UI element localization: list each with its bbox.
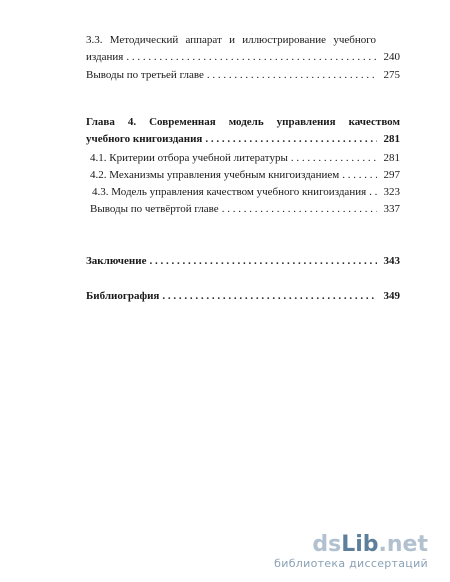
toc-ch4-conclusion-label: Выводы по четвёртой главе [90,203,219,215]
toc-4-2 [90,168,400,182]
leader-dots [342,168,377,182]
toc-chapter-4-line1 [86,115,400,129]
toc-bibliography-label: Библиография [86,290,160,302]
leader-dots [207,68,377,82]
word: Современная [149,116,216,128]
toc-3-3-label: издания [86,51,124,63]
word: 3.3. [86,34,103,46]
leader-dots [369,185,377,199]
toc-4-3-page: 323 [383,186,400,198]
toc-ch3-conclusion-label: Выводы по третьей главе [86,69,204,81]
toc-chapter-4-line2 [86,132,400,146]
word: управления [276,116,336,128]
toc-4-1-page: 281 [383,152,400,164]
word: 4. [127,116,137,128]
word: иллюстрирование [242,34,327,46]
watermark-wordmark: dsLib.net [312,532,428,557]
toc-ch3-conclusion [86,68,400,82]
leader-dots [149,254,377,268]
toc-ch4-conclusion-page: 337 [383,203,400,215]
toc-ch4-conclusion [90,202,400,216]
leader-dots [126,50,377,64]
watermark-logo [274,533,428,570]
word: Методический [109,34,179,46]
toc-4-1 [90,151,400,165]
leader-dots [205,132,377,146]
toc-4-2-label: 4.2. Механизмы управления учебным книгоизданием [90,169,340,181]
toc-conclusion [86,254,400,268]
toc-conclusion-label: Заключение [86,255,147,267]
toc-chapter-4-page: 281 [383,133,400,145]
toc-conclusion-page: 343 [383,255,400,267]
toc-bibliography [86,289,400,303]
word: аппарат [185,34,222,46]
toc-3-3-line1 [86,33,376,47]
toc-4-1-label: 4.1. Критерии отбора учебной литературы [90,152,288,164]
toc-ch3-conclusion-page: 275 [383,69,400,81]
toc-bibliography-page: 349 [383,290,400,302]
word: качеством [348,116,400,128]
word: учебного [333,34,376,46]
toc-4-2-page: 297 [383,169,400,181]
word: и [229,34,235,46]
leader-dots [291,151,377,165]
leader-dots [162,289,377,303]
leader-dots [222,202,377,216]
toc-4-3-label: 4.3. Модель управления качеством учебного книгоиздания [92,186,367,198]
word: Глава [86,116,115,128]
word: модель [228,116,264,128]
toc-3-3-page: 240 [383,51,400,63]
toc-chapter-4-label: учебного книгоиздания [86,133,203,145]
toc-4-3 [92,185,400,199]
toc-3-3-line2 [86,50,400,64]
watermark-subtitle: библиотека диссертаций [274,557,428,570]
